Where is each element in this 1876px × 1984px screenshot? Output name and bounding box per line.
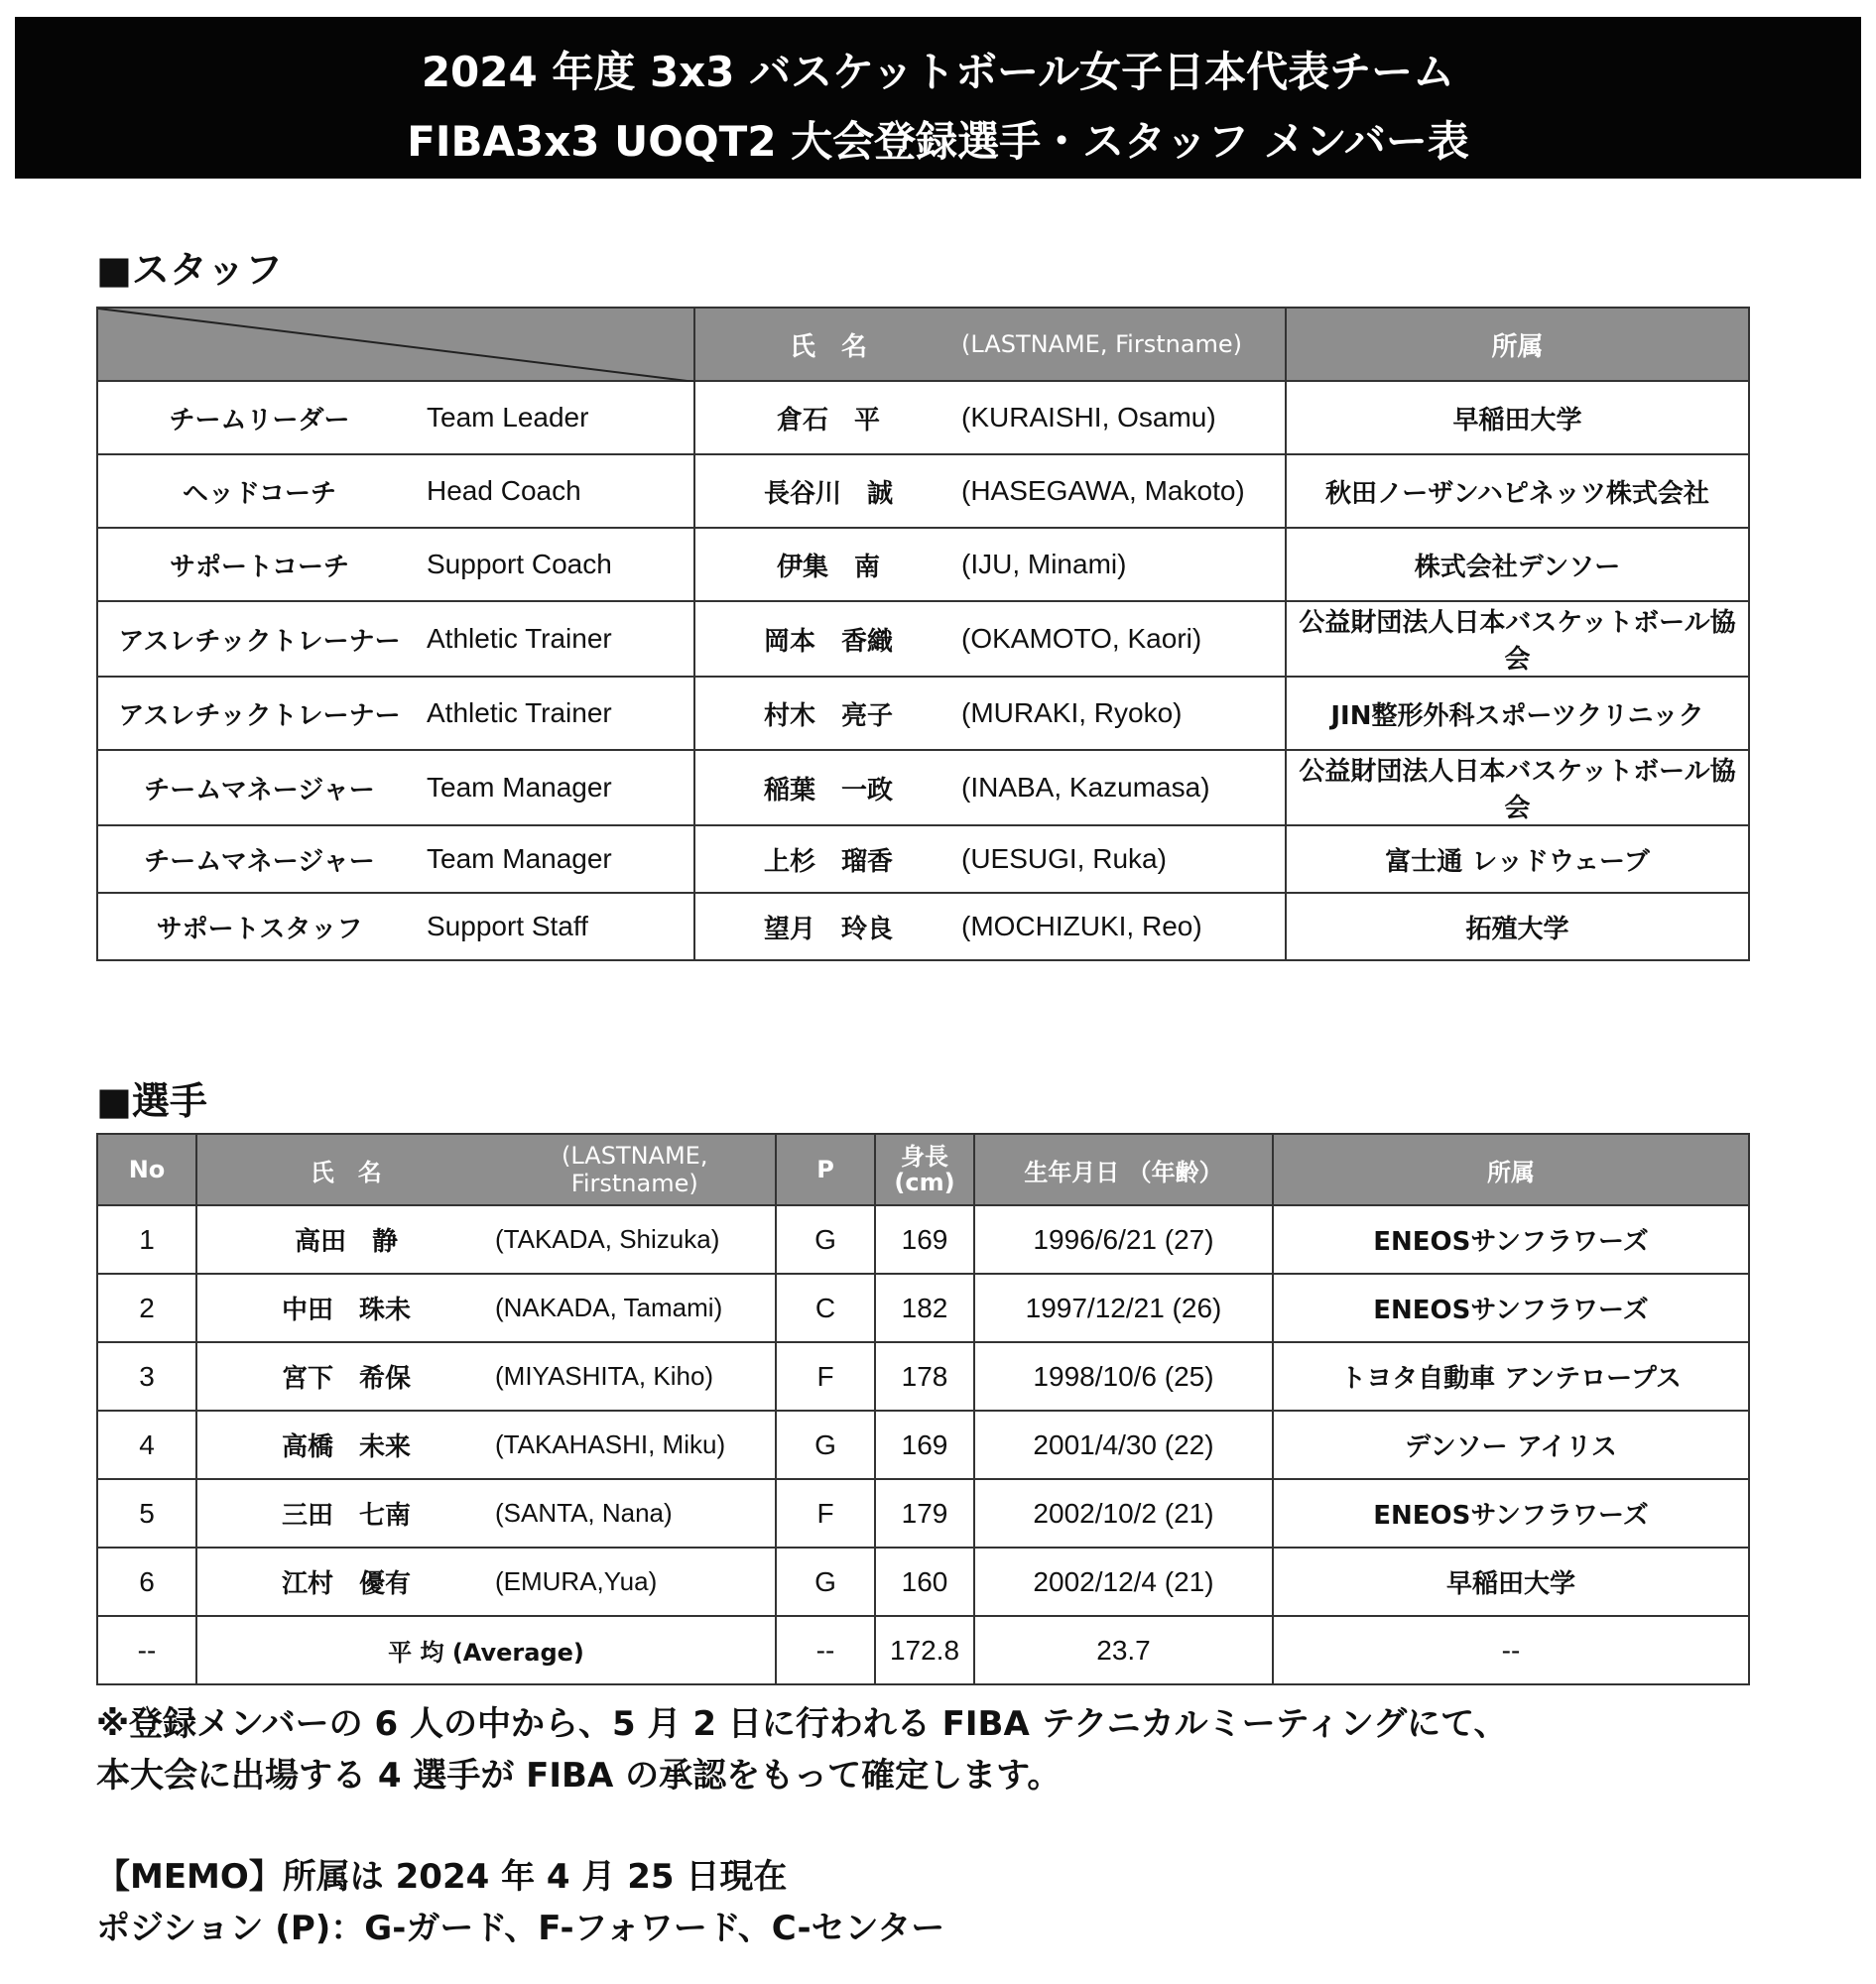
player-no: 5 <box>139 1497 155 1529</box>
player-position: F <box>816 1360 834 1392</box>
staff-name-jp: 望月 玲良 <box>763 914 893 944</box>
average-position: -- <box>815 1634 835 1666</box>
average-height: 172.8 <box>889 1634 960 1666</box>
staff-row <box>97 893 1749 960</box>
staff-row <box>97 528 1749 601</box>
staff-name-cell <box>694 750 1286 825</box>
player-name-jp: 三田 七南 <box>281 1501 411 1531</box>
title-banner <box>15 17 1861 179</box>
players-header-row <box>97 1134 1749 1205</box>
note-line-2: 本大会に出場する 4 選手が FIBA の承認をもって確定します。 <box>96 1756 1062 1796</box>
staff-role-jp: ヘッドコーチ <box>183 478 336 509</box>
staff-role-en: Support Staff <box>427 911 588 941</box>
note-line-1: ※登録メンバーの 6 人の中から、5 月 2 日に行われる FIBA テクニカルミーティングにて、 <box>96 1704 1508 1744</box>
player-height: 169 <box>901 1428 948 1460</box>
staff-name-jp: 村木 亮子 <box>763 700 893 731</box>
staff-name-cell <box>694 677 1286 750</box>
staff-name-en: (MOCHIZUKI, Reo) <box>961 911 1202 941</box>
staff-affiliation-cell <box>1286 677 1749 750</box>
players-header-name <box>196 1134 776 1205</box>
staff-name-jp: 稲葉 一政 <box>763 775 893 806</box>
staff-name-cell <box>694 381 1286 454</box>
staff-header-affiliation: 所属 <box>1286 308 1749 381</box>
player-no: 3 <box>139 1360 155 1392</box>
player-name-en: (TAKADA, Shizuka) <box>495 1224 720 1254</box>
staff-role-en: Support Coach <box>427 549 612 579</box>
player-name-en: (EMURA,Yua) <box>495 1566 658 1596</box>
player-birthdate: 1998/10/6 (25) <box>1033 1360 1214 1392</box>
player-birthdate: 2002/12/4 (21) <box>1033 1565 1214 1597</box>
player-name-jp: 中田 珠未 <box>281 1296 411 1325</box>
staff-role-cell <box>97 893 694 960</box>
staff-name-cell <box>694 601 1286 677</box>
players-header-no: No <box>97 1134 196 1205</box>
staff-role-jp: チームマネージャー <box>144 846 375 877</box>
diagonal-line <box>98 309 695 382</box>
player-position: F <box>816 1497 834 1529</box>
player-affiliation: トヨタ自動車 アンテロープス <box>1340 1364 1682 1394</box>
staff-affiliation-cell <box>1286 601 1749 677</box>
player-name-jp: 高橋 未来 <box>281 1432 411 1462</box>
player-row <box>97 1479 1749 1548</box>
staff-name-cell <box>694 528 1286 601</box>
players-header-height-l1: 身長 <box>901 1143 948 1171</box>
staff-affiliation: 公益財団法人日本バスケットボール協会 <box>1299 608 1736 675</box>
average-label: 平 均 (Average) <box>388 1639 584 1667</box>
player-name-en: (TAKAHASHI, Miku) <box>495 1429 726 1459</box>
player-position: G <box>814 1223 836 1255</box>
player-name-en: (NAKADA, Tamami) <box>495 1293 723 1322</box>
players-header-height <box>875 1134 974 1205</box>
staff-name-cell <box>694 825 1286 893</box>
players-average-row <box>97 1616 1749 1684</box>
staff-row <box>97 825 1749 893</box>
staff-affiliation: 秋田ノーザンハピネッツ株式会社 <box>1325 478 1709 509</box>
staff-name-en: (OKAMOTO, Kaori) <box>961 623 1202 654</box>
staff-affiliation-cell <box>1286 893 1749 960</box>
staff-role-cell <box>97 825 694 893</box>
player-no: 4 <box>139 1428 155 1460</box>
player-row <box>97 1205 1749 1274</box>
staff-name-en: (MURAKI, Ryoko) <box>961 697 1183 728</box>
player-name-jp: 宮下 希保 <box>281 1364 411 1394</box>
staff-row <box>97 601 1749 677</box>
staff-header-row <box>97 308 1749 381</box>
staff-header-name-en: (LASTNAME, Firstname) <box>961 330 1243 358</box>
staff-row <box>97 454 1749 528</box>
staff-role-en: Team Manager <box>427 843 612 874</box>
player-birthdate: 2002/10/2 (21) <box>1033 1497 1214 1529</box>
staff-row <box>97 381 1749 454</box>
players-header-height-l2: (cm) <box>894 1169 955 1196</box>
staff-affiliation: 拓殖大学 <box>1465 914 1569 944</box>
player-row <box>97 1274 1749 1342</box>
player-name-jp: 江村 優有 <box>281 1569 411 1599</box>
players-section-title: ■選手 <box>96 1079 207 1123</box>
staff-role-jp: チームリーダー <box>169 405 350 435</box>
player-name-jp: 高田 静 <box>294 1227 398 1257</box>
player-birthdate: 1997/12/21 (26) <box>1025 1292 1222 1323</box>
player-affiliation: 早稲田大学 <box>1445 1569 1575 1599</box>
players-header-position: P <box>776 1134 875 1205</box>
staff-role-jp: アスレチックトレーナー <box>118 626 401 657</box>
staff-affiliation-cell <box>1286 454 1749 528</box>
player-row <box>97 1548 1749 1616</box>
player-row <box>97 1342 1749 1411</box>
player-height: 179 <box>901 1497 948 1529</box>
staff-role-cell <box>97 454 694 528</box>
player-name-en: (SANTA, Nana) <box>495 1498 673 1528</box>
memo-line-1: 【MEMO】所属は 2024 年 4 月 25 日現在 <box>96 1857 788 1897</box>
staff-role-jp: アスレチックトレーナー <box>118 700 401 731</box>
staff-name-en: (INABA, Kazumasa) <box>961 772 1210 803</box>
staff-name-cell <box>694 454 1286 528</box>
staff-role-en: Athletic Trainer <box>427 623 612 654</box>
player-height: 160 <box>901 1565 948 1597</box>
staff-role-en: Team Manager <box>427 772 612 803</box>
players-header-name-en: (LASTNAME, Firstname) <box>562 1142 708 1197</box>
staff-role-en: Head Coach <box>427 475 581 506</box>
staff-affiliation: 早稲田大学 <box>1452 405 1582 435</box>
player-affiliation: ENEOSサンフラワーズ <box>1373 1227 1649 1257</box>
staff-affiliation: 富士通 レッドウェーブ <box>1385 846 1650 877</box>
staff-name-jp: 伊集 南 <box>776 552 880 582</box>
staff-affiliation-cell <box>1286 825 1749 893</box>
staff-role-cell <box>97 677 694 750</box>
title-line-1: 2024 年度 3x3 バスケットボール女子日本代表チーム <box>421 48 1455 96</box>
players-header-affiliation: 所属 <box>1273 1134 1749 1205</box>
staff-role-en: Athletic Trainer <box>427 697 612 728</box>
staff-header-corner <box>97 308 694 381</box>
staff-role-jp: サポートコーチ <box>170 552 349 582</box>
players-table <box>96 1133 1750 1685</box>
staff-role-cell <box>97 750 694 825</box>
staff-header-name-jp: 氏 名 <box>789 331 867 362</box>
average-age: 23.7 <box>1096 1634 1151 1666</box>
player-position: G <box>814 1565 836 1597</box>
player-height: 182 <box>901 1292 948 1323</box>
memo-line-2: ポジション (P)：G-ガード、F-フォワード、C-センター <box>96 1909 945 1948</box>
staff-role-jp: サポートスタッフ <box>156 914 363 944</box>
staff-name-jp: 長谷川 誠 <box>763 478 893 509</box>
title-line-2: FIBA3x3 UOQT2 大会登録選手・スタッフ メンバー表 <box>407 117 1469 166</box>
staff-role-jp: チームマネージャー <box>144 775 375 806</box>
players-header-name-jp: 氏 名 <box>310 1158 382 1186</box>
staff-affiliation-cell <box>1286 528 1749 601</box>
staff-name-cell <box>694 893 1286 960</box>
staff-affiliation: JIN整形外科スポーツクリニック <box>1330 700 1704 731</box>
staff-table <box>96 307 1750 961</box>
staff-name-en: (HASEGAWA, Makoto) <box>961 475 1245 506</box>
staff-affiliation-cell <box>1286 381 1749 454</box>
average-affiliation: -- <box>1501 1634 1521 1666</box>
staff-affiliation: 公益財団法人日本バスケットボール協会 <box>1299 757 1736 823</box>
player-birthdate: 2001/4/30 (22) <box>1033 1428 1214 1460</box>
player-height: 169 <box>901 1223 948 1255</box>
staff-row <box>97 677 1749 750</box>
staff-role-cell <box>97 381 694 454</box>
staff-role-cell <box>97 528 694 601</box>
player-affiliation: ENEOSサンフラワーズ <box>1373 1501 1649 1531</box>
average-no: -- <box>137 1634 157 1666</box>
staff-affiliation-cell <box>1286 750 1749 825</box>
player-row <box>97 1411 1749 1479</box>
staff-role-cell <box>97 601 694 677</box>
staff-name-jp: 倉石 平 <box>776 405 880 435</box>
player-position: C <box>814 1292 836 1323</box>
player-affiliation: デンソー アイリス <box>1405 1432 1617 1462</box>
staff-row <box>97 750 1749 825</box>
staff-role-en: Team Leader <box>427 402 589 433</box>
player-name-en: (MIYASHITA, Kiho) <box>495 1361 714 1391</box>
staff-name-en: (KURAISHI, Osamu) <box>961 402 1216 433</box>
players-header-birthdate: 生年月日 （年齢） <box>974 1134 1273 1205</box>
staff-section-title: ■スタッフ <box>96 248 283 292</box>
player-affiliation: ENEOSサンフラワーズ <box>1373 1296 1649 1325</box>
player-height: 178 <box>901 1360 948 1392</box>
player-position: G <box>814 1428 836 1460</box>
staff-name-en: (IJU, Minami) <box>961 549 1127 579</box>
staff-name-jp: 岡本 香織 <box>763 626 893 657</box>
player-birthdate: 1996/6/21 (27) <box>1033 1223 1214 1255</box>
player-no: 1 <box>139 1223 155 1255</box>
staff-name-jp: 上杉 瑠香 <box>763 846 893 877</box>
staff-header-name <box>694 308 1286 381</box>
player-no: 6 <box>139 1565 155 1597</box>
player-no: 2 <box>139 1292 155 1323</box>
staff-affiliation: 株式会社デンソー <box>1414 552 1621 582</box>
staff-name-en: (UESUGI, Ruka) <box>961 843 1167 874</box>
